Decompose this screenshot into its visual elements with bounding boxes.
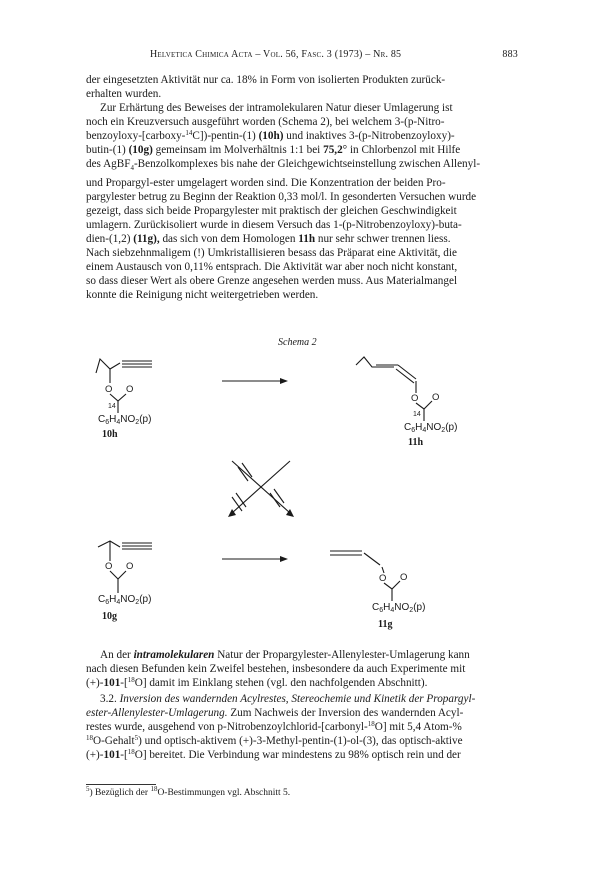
text-line: und Propargyl-ester umgelagert worden sind. Die Konzentration der beiden Pro-	[86, 176, 446, 189]
text-line: ester-Allenylester-Umlagerung. Zum Nachweis der Inversion des wandernden Acyl-	[86, 707, 464, 720]
compound-ref-10h: (10h)	[258, 130, 284, 143]
scheme-title: Schema 2	[278, 337, 317, 348]
substituent-11h: $C_6H_4NO_2(p)$	[404, 422, 458, 434]
text-line: einem Austausch von 0,11% entsprach. Die Aktivität war aber noch nicht konstant,	[86, 261, 458, 274]
compound-ref-11h: 11h	[298, 233, 316, 246]
bond-10h-ester	[110, 394, 126, 401]
bond-11h-ester	[416, 401, 432, 409]
text-line: (+)-101-[$^{18}$O] damit im Einklang stehen (vgl. den nachfolgenden Abschnitt).	[86, 676, 428, 690]
atom-o: O	[105, 561, 113, 572]
text-line: noch ein Kreuzversuch ausgeführt worden (Schema 2), bei welchem 3-(p-Nitro-	[86, 116, 445, 129]
atom-o: O	[126, 561, 134, 572]
text-line: so dass dieser Wert als obere Grenze angesehen werden muss. Aus Materialmangel	[86, 275, 458, 288]
atom-o: O	[105, 384, 113, 395]
text-line: dien-(1,2) (11g), das sich von dem Homologen 11h nur sehr schwer trennen liess.	[86, 233, 451, 246]
atom-o: O	[432, 392, 440, 403]
text-line: $^{18}$O-Gehalt$^5$) und optisch-aktivem (+)-3-Methyl-pentin-(1)-ol-(3), das optisch-aktive	[86, 734, 463, 748]
page-number: 883	[502, 49, 518, 60]
compound-label-11g: 11g	[378, 619, 393, 630]
text-line	[86, 692, 518, 706]
bond-11g-ester	[384, 581, 400, 589]
bond-11g-chain	[364, 553, 380, 565]
text-line: restes wurde, ausgehend von p-Nitrobenzoylchlorid-[carbonyl-$^{18}$O] mit 5,4 Atom-%	[86, 720, 462, 734]
text-line: des AgBF$_4$-Benzolkomplexes bis nahe der Gleichgewichtseinstellung zwischen Allenyl-	[86, 158, 481, 173]
text-line: Nach siebzehnmaligem (!) Umkristallisieren besass das Präparat eine Aktivität, die	[86, 247, 457, 260]
arrow-top-head	[280, 378, 288, 384]
paragraph-2	[86, 101, 518, 303]
paragraph-4	[86, 692, 518, 762]
compound-label-10g: 10g	[102, 611, 117, 622]
bond-10g-chain	[98, 541, 120, 547]
substituent-11g: $C_6H_4NO_2(p)$	[372, 602, 426, 614]
isotope-label: 14	[413, 411, 421, 418]
footnote-mark: 5	[86, 785, 90, 793]
text-line: An der intramolekularen Natur der Propargylester-Allenylester-Umlagerung kann	[100, 649, 470, 661]
running-header	[86, 49, 518, 63]
text-line: erhalten wurden.	[86, 88, 162, 101]
running-title: Helvetica Chimica Acta – Vol. 56, Fasc. 3 (1973) – Nr. 85	[150, 49, 402, 60]
reaction-scheme	[86, 337, 518, 639]
section-heading: Inversion des wandernden Acylrestes, Stereochemie und Kinetik der Propargyl-	[119, 693, 476, 705]
text-line: butin-(1) (10g) gemeinsam im Molverhältnis 1:1 bei 75,2° in Chlorbenzol mit Hilfe	[86, 144, 461, 157]
substituent-10h: $C_6H_4NO_2(p)$	[98, 414, 152, 426]
compound-ref-11g: (11g),	[133, 233, 160, 246]
text-line: der eingesetzten Aktivität nur ca. 18% in Form von isolierten Produkten zurück-	[86, 74, 446, 86]
isotope-label: 14	[108, 403, 116, 410]
atom-o: O	[379, 573, 387, 584]
text-line: konnte die Reinigung nicht weitergetrieben werden.	[86, 289, 319, 302]
text-line: (+)-101-[$^{18}$O] bereitet. Die Verbindung war mindestens zu 98% optisch rein und der	[86, 748, 461, 762]
bond-10h-chain	[96, 359, 120, 373]
text-line: pargylester betrug zu Beginn der Reaktion 0,33 mol/l. In gesonderten Versuchen wurde	[86, 190, 477, 203]
section-number: 3.2.	[100, 693, 117, 705]
paragraph-3	[86, 648, 518, 690]
text-line: Zur Erhärtung des Beweises der intramolekularen Natur dieser Umlagerung ist	[100, 102, 453, 114]
atom-o: O	[126, 384, 134, 395]
text-line: benzoyloxy-[carboxy-$^{14}$C])-pentin-(1) (10h) und inaktives 3-(p-Nitrobenzoyloxy)-	[86, 129, 455, 143]
compound-ref-10g: (10g)	[128, 144, 153, 157]
text-line: nach diesen Befunden kein Zweifel bestehen, insbesondere da auch Experimente mit	[86, 663, 466, 676]
footnote-rule	[86, 784, 156, 785]
substituent-10g: $C_6H_4NO_2(p)$	[98, 594, 152, 606]
paragraph-1	[86, 73, 518, 101]
footnote: $^5$) Bezüglich der $^{18}$O-Bestimmungen vgl. Abschnitt 5.	[86, 785, 291, 798]
text-line: gezeigt, dass sich beide Propargylester mit praktisch der gleichen Geschwindigkeit	[86, 204, 457, 217]
atom-o: O	[411, 393, 419, 404]
arrow-bottom-head	[280, 556, 288, 562]
compound-label-10h: 10h	[102, 429, 118, 440]
bond-10g-ester	[110, 571, 126, 579]
text-line: umlagern. Zurückisoliert wurde in diesem Versuch das 1-(p-Nitrobenzoyloxy)-buta-	[86, 218, 462, 231]
compound-label-11h: 11h	[408, 437, 424, 448]
atom-o: O	[400, 572, 408, 583]
